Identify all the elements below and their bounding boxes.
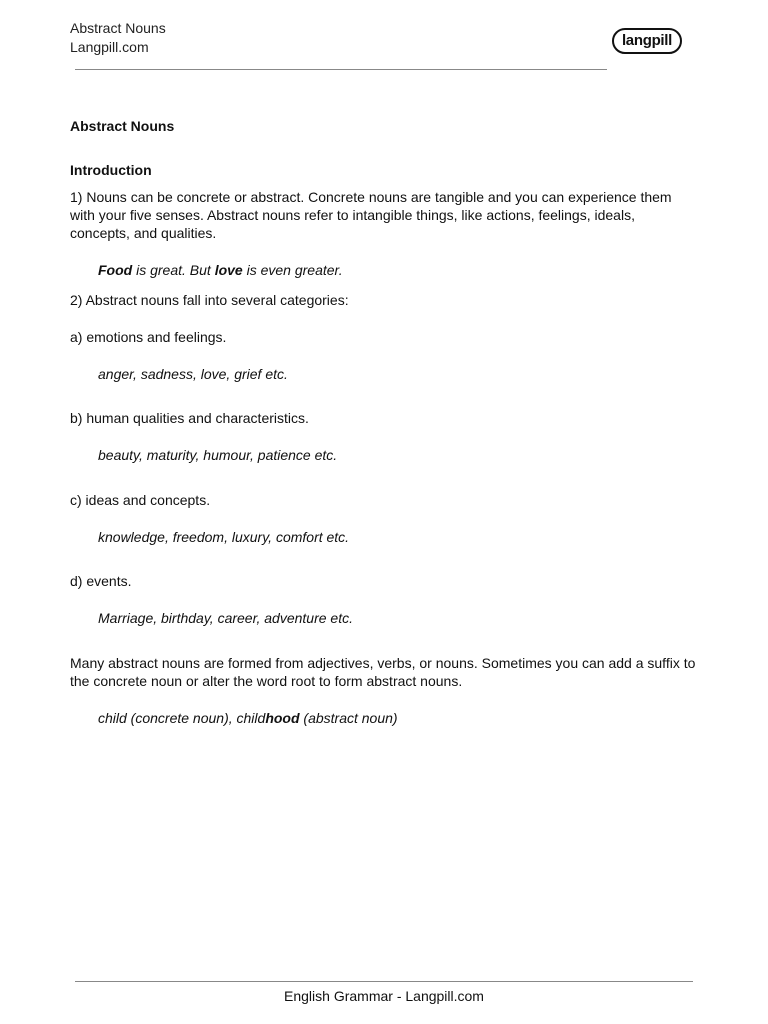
example-text-2: (abstract noun): [299, 710, 398, 726]
example-childhood: [98, 709, 698, 727]
example-suffix-hood: hood: [265, 710, 300, 726]
header-site: Langpill.com: [70, 39, 149, 55]
langpill-logo: langpill: [612, 28, 682, 54]
category-example: anger, sadness, love, grief etc.: [98, 366, 288, 382]
paragraph-2: 2) Abstract nouns fall into several categories:: [70, 292, 349, 308]
page-heading: Abstract Nouns: [70, 118, 175, 134]
category-label: a) emotions and feelings.: [70, 329, 227, 345]
example-text-1: is great. But: [132, 262, 215, 278]
category-example: knowledge, freedom, luxury, comfort etc.: [98, 529, 350, 545]
header-divider: [75, 69, 607, 70]
category-label: b) human qualities and characteristics.: [70, 410, 309, 426]
footer-text: English Grammar - Langpill.com: [284, 988, 484, 1004]
footer-divider: [75, 981, 693, 982]
category-example: beauty, maturity, humour, patience etc.: [98, 447, 338, 463]
example-word-food: Food: [98, 262, 133, 278]
category-example: Marriage, birthday, career, adventure etc.: [98, 610, 353, 626]
example-food-love: [98, 261, 698, 279]
example-text-2: is even greater.: [242, 262, 343, 278]
section-heading: Introduction: [70, 162, 152, 178]
example-word-love: love: [214, 262, 243, 278]
category-label: c) ideas and concepts.: [70, 492, 211, 508]
header-title: Abstract Nouns: [70, 20, 166, 36]
category-label: d) events.: [70, 573, 132, 589]
paragraph-3: Many abstract nouns are formed from adjectives, verbs, or nouns. Sometimes you can add a suffix to the concrete noun or alter the word root to form abstract nouns.: [70, 655, 696, 689]
example-text-1: child (concrete noun), child: [98, 710, 266, 726]
paragraph-1: 1) Nouns can be concrete or abstract. Concrete nouns are tangible and you can experience them with your five senses. Abstract nouns refer to intangible things, like actions, feelings, ideals, concepts, and qualities.: [70, 189, 672, 241]
